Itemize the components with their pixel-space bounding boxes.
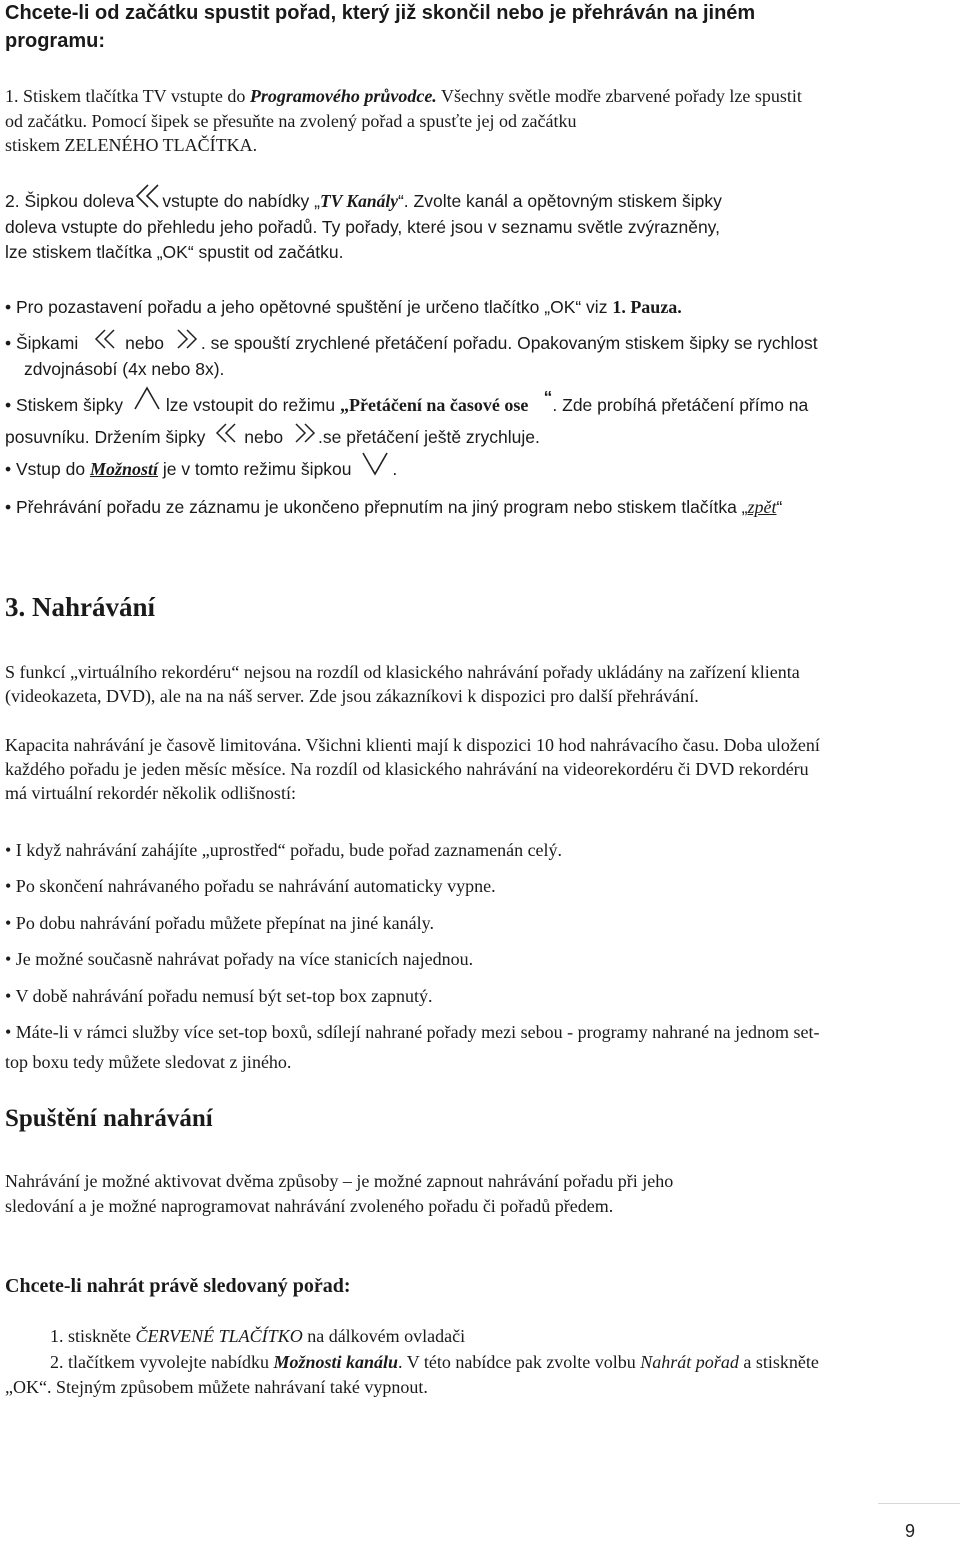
timeshift-text-e: . Zde probíhá přetáčení přímo na	[552, 395, 809, 415]
step2-prefix: 2. tlačítkem vyvolejte nabídku	[50, 1352, 274, 1372]
arrows-text-or: nebo	[125, 333, 165, 353]
arrows-text-a: • Šipkami	[5, 333, 79, 353]
timeline-close-quote: “	[543, 387, 553, 407]
options-text-a: • Vstup do	[5, 459, 90, 479]
options-term: Možností	[89, 459, 158, 479]
section3-p2-line3: má virtuální rekordér několik odlišností:	[5, 783, 296, 803]
red-button-term: ČERVENÉ TLAČÍTKO	[135, 1326, 303, 1346]
list-item: • I když nahrávání zahájíte „uprostřed“ pořadu, bude pořad zaznamenán celý.	[5, 840, 563, 860]
step2-line3: lze stiskem tlačítka „OK“ spustit od začátku.	[5, 242, 344, 262]
list-item: • Je možné současně nahrávat pořady na více stanicích najednou.	[5, 949, 474, 969]
timeshift-text-b: lze vstoupit do režimu	[165, 395, 340, 415]
bullet-timeshift-line2	[5, 424, 540, 450]
bullet-arrows	[5, 330, 818, 356]
section-start-line1: Nahrávání je možné aktivovat dvěma způsoby – je možné zapnout nahrávání pořadu při jeho	[5, 1171, 674, 1191]
record-show-term: Nahrát pořad	[640, 1352, 739, 1372]
double-right-arrow-icon	[290, 421, 318, 445]
footer-divider	[878, 1503, 960, 1504]
program-guide-term: Programového průvodce.	[249, 86, 437, 106]
bullet-pause	[5, 294, 682, 320]
timeshift-line2-c: .se přetáčení ještě zrychluje.	[318, 427, 540, 447]
tv-channels-term: TV Kanály	[320, 191, 398, 211]
down-arrow-icon	[360, 449, 390, 477]
bullet-timeshift	[5, 387, 809, 418]
double-left-arrow-icon	[91, 327, 121, 351]
step2-middle: . V této nabídce pak zvolte volbu	[398, 1352, 641, 1372]
step1-line1	[5, 83, 802, 109]
list-item: • Po dobu nahrávání pořadu můžete přepínat na jiné kanály.	[5, 913, 434, 933]
timeline-mode-term: „Přetáčení na časové ose	[339, 395, 529, 415]
section3-p2-line1: Kapacita nahrávání je časově limitována. Všichni klienti mají k dispozici 10 hod nahrávacího času. Doba uložení	[5, 735, 820, 755]
step2-suffix: a stiskněte	[738, 1352, 819, 1372]
arrows-text-c: . se spouští zrychlené přetáčení pořadu. Opakovaným stiskem šipky se rychlost	[200, 333, 818, 353]
section-record-now-title: Chcete-li nahrát právě sledovaný pořad:	[5, 1275, 351, 1297]
options-text-c: je v tomto režimu šipkou	[157, 459, 352, 479]
list-item: • Máte-li v rámci služby více set-top boxů, sdílejí nahrané pořady mezi sebou - programy nahrané na jednom set-	[5, 1022, 820, 1042]
options-text-d: .	[392, 459, 398, 479]
section3-p1-line1: S funkcí „virtuálního rekordéru“ nejsou na rozdíl od klasického nahrávání pořady ukládány na zařízení klienta	[5, 662, 800, 682]
list-item: • V době nahrávání pořadu nemusí být set-top box zapnutý.	[5, 986, 433, 1006]
step2-text-b: vstupte do nabídky „	[162, 191, 321, 211]
section-start-recording-title: Spuštění nahrávání	[5, 1105, 213, 1132]
double-right-arrow-icon	[171, 327, 201, 351]
timeshift-text-a: • Stiskem šipky	[5, 395, 123, 415]
step1-line2: od začátku. Pomocí šipek se přesuňte na zvolený pořad a spusťte jej od začátku	[5, 111, 577, 131]
up-arrow-icon	[132, 385, 162, 413]
record-step1	[50, 1323, 465, 1349]
section-start-line2: sledování a je možné naprogramovat nahrávání zvoleného pořadu či pořadů předem.	[5, 1196, 614, 1216]
step2-line2: doleva vstupte do přehledu jeho pořadů. Ty pořady, které jsou v seznamu světle zvýrazněny,	[5, 217, 720, 237]
double-left-arrow-icon	[212, 421, 242, 445]
end-text-c: “	[776, 497, 783, 517]
record-step2-continued: „OK“. Stejným způsobem můžete nahrávaní také vypnout.	[5, 1377, 428, 1397]
bullet-end	[5, 494, 782, 520]
pause-text: • Pro pozastavení pořadu a jeho opětovné spuštění je určeno tlačítko „OK“ viz	[5, 297, 613, 317]
back-term: zpět	[747, 497, 777, 517]
page-number: 9	[905, 1521, 916, 1541]
step2-line1	[5, 188, 722, 214]
list-item: • Po skončení nahrávaného pořadu se nahrávání automaticky vypne.	[5, 876, 496, 896]
step2-text-d: “. Zvolte kanál a opětovným stiskem šipky	[397, 191, 722, 211]
heading-restart-line1: Chcete-li od začátku spustit pořad, který již skončil nebo je přehráván na jiném	[5, 2, 756, 24]
step1-suffix: na dálkovém ovladači	[302, 1326, 466, 1346]
double-left-arrow-icon	[134, 183, 162, 209]
list-item-continued: top boxu tedy můžete sledovat z jiného.	[5, 1052, 292, 1072]
record-step2	[50, 1349, 819, 1375]
section3-p2-line2: každého pořadu je jeden měsíc měsíce. Na rozdíl od klasického nahrávání na videorekordéru či DVD rekordéru	[5, 759, 809, 779]
step1-text-c: Všechny světle modře zbarvené pořady lze spustit	[436, 86, 802, 106]
bullet-arrows-line2: zdvojnásobí (4x nebo 8x).	[24, 359, 225, 379]
heading-restart-line2: programu:	[5, 30, 105, 52]
section3-p1-line2: (videokazeta, DVD), ale na na náš server. Zde jsou zákazníkovi k dispozici pro další přehrávání.	[5, 686, 699, 706]
step1-text-a: 1. Stiskem tlačítka TV vstupte do	[5, 86, 250, 106]
step1-prefix: 1. stiskněte	[50, 1326, 136, 1346]
end-text-a: • Přehrávání pořadu ze záznamu je ukončeno přepnutím na jiný program nebo stiskem tlačítka „	[5, 497, 748, 517]
section-recording-title: 3. Nahrávání	[5, 592, 156, 622]
timeshift-line2-or: nebo	[244, 427, 284, 447]
bullet-options	[5, 456, 397, 482]
step2-text-a: 2. Šipkou doleva	[5, 191, 135, 211]
timeshift-line2-a: posuvníku. Držením šipky	[5, 427, 206, 447]
channel-options-term: Možnosti kanálu	[273, 1352, 399, 1372]
pause-link: 1. Pauza.	[612, 297, 682, 317]
step1-line3: stiskem ZELENÉHO TLAČÍTKA.	[5, 135, 258, 155]
